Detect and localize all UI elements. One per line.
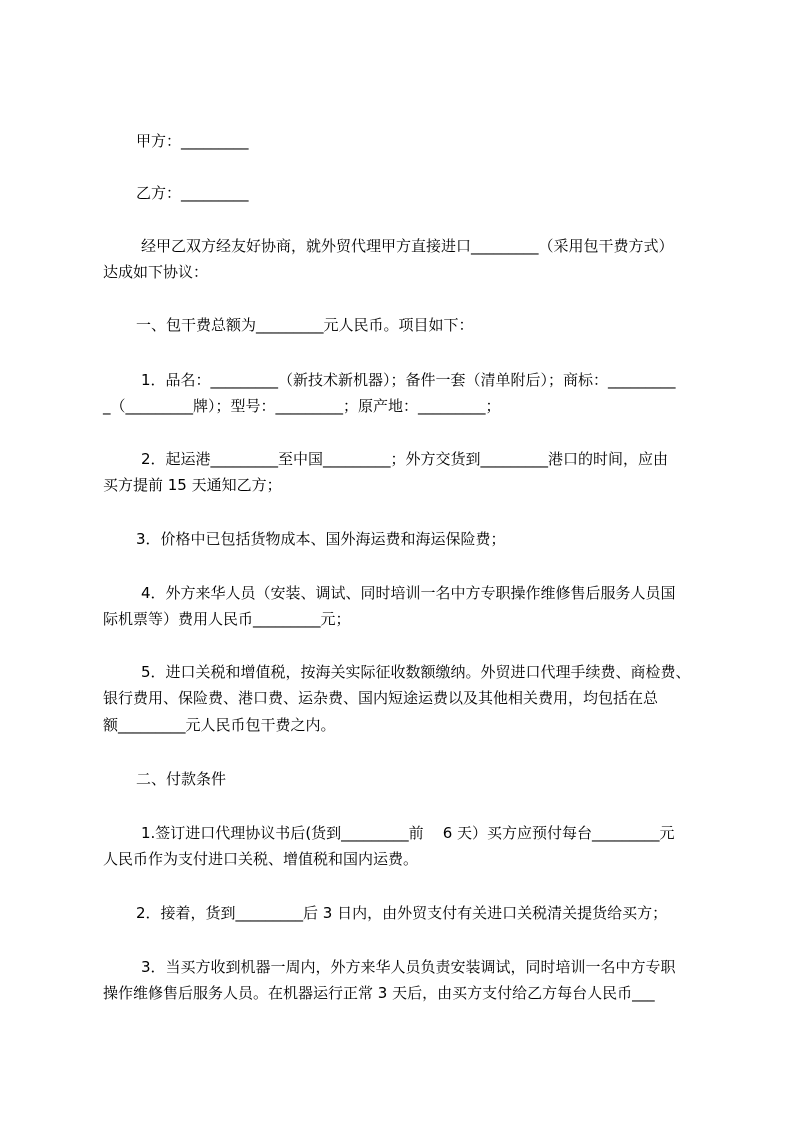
intro-paragraph-line-1: 经甲乙双方经友好协商，就外贸代理甲方直接进口_________（采用包干费方式） xyxy=(141,237,674,255)
item-5-line-3: 额_________元人民币包干费之内。 xyxy=(103,716,336,734)
party-b-line: 乙方：_________ xyxy=(136,184,249,202)
section-1-title: 一、包干费总额为_________元人民币。项目如下： xyxy=(136,316,474,334)
payment-1-line-1: 1.签订进口代理协议书后(货到_________前 6 天）买方应预付每台_________元 xyxy=(141,824,675,842)
item-2-line-2: 买方提前 15 天通知乙方； xyxy=(103,476,282,494)
intro-paragraph-line-2: 达成如下协议： xyxy=(103,263,209,281)
item-5-line-1: 5．进口关税和增值税，按海关实际征收数额缴纳。外贸进口代理手续费、商检费、 xyxy=(141,663,691,681)
payment-2-line: 2．接着，货到_________后 3 日内，由外贸支付有关进口关税清关提货给买方； xyxy=(136,904,668,922)
payment-1-line-2: 人民币作为支付进口关税、增值税和国内运费。 xyxy=(103,850,419,868)
payment-3-line-1: 3．当买方收到机器一周内，外方来华人员负责安装调试，同时培训一名中方专职 xyxy=(141,958,676,976)
payment-3-line-2: 操作维修售后服务人员。在机器运行正常 3 天后，由买方支付给乙方每台人民币___ xyxy=(103,984,655,1002)
item-5-line-2: 银行费用、保险费、港口费、运杂费、国内短途运费以及其他相关费用，均包括在总 xyxy=(103,689,659,707)
item-3-line: 3．价格中已包括货物成本、国外海运费和海运保险费； xyxy=(136,530,506,548)
item-4-line-1: 4．外方来华人员（安装、调试、同时培训一名中方专职操作维修售后服务人员国 xyxy=(141,584,676,602)
item-4-line-2: 际机票等）费用人民币_________元； xyxy=(103,610,351,628)
item-1-line-2: _（_________牌）；型号：_________；原产地：_________； xyxy=(103,397,501,415)
item-1-line-1: 1．品名：_________（新技术新机器）；备件一套（清单附后）；商标：_________ xyxy=(141,371,676,389)
item-2-line-1: 2．起运港_________至中国_________；外方交货到_________港口的时间，应由 xyxy=(141,450,669,468)
section-2-title: 二、付款条件 xyxy=(136,770,227,788)
party-a-line: 甲方：_________ xyxy=(136,132,249,150)
